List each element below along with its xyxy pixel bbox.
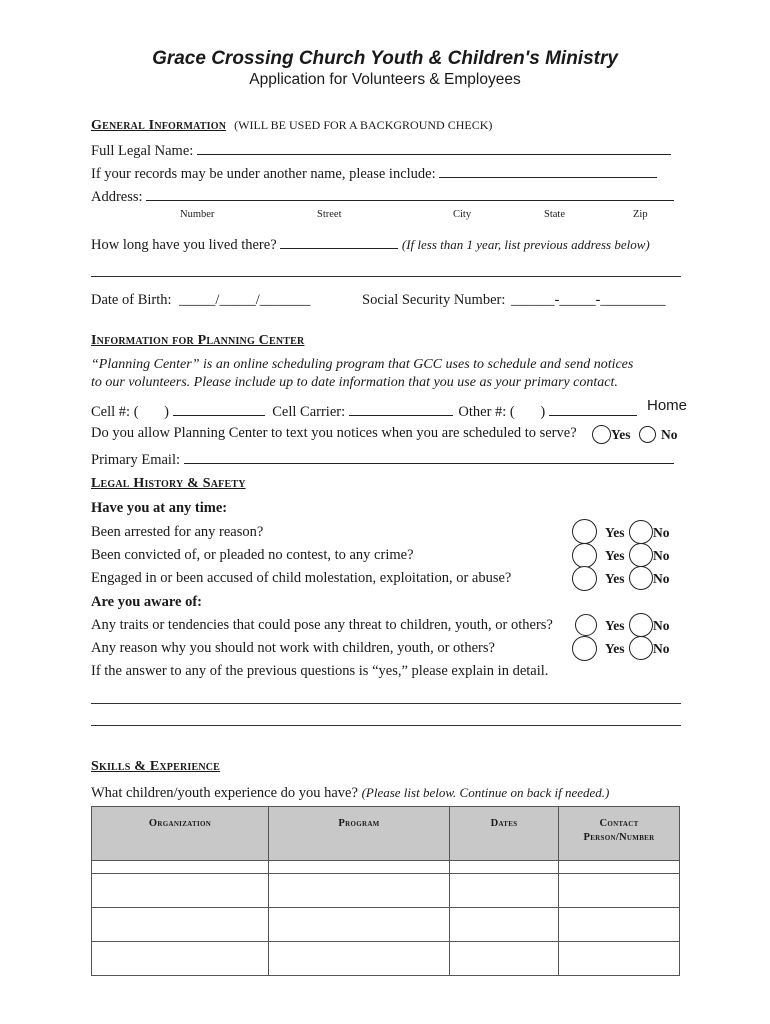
accused-yes-radio[interactable] <box>572 566 597 591</box>
home-text: Home <box>647 397 688 414</box>
address-label: Address: <box>91 189 143 205</box>
how-long-row <box>91 234 650 254</box>
convicted-yes-radio[interactable] <box>572 543 597 568</box>
table-cell[interactable] <box>269 908 450 942</box>
question-arrested: Been arrested for any reason? <box>91 524 264 540</box>
table-header-row <box>92 807 680 861</box>
table-cell <box>269 861 450 874</box>
table-row <box>92 874 680 908</box>
other-number-label: Other #: ( <box>458 404 515 420</box>
traits-no-label: No <box>653 618 670 633</box>
explain-instruction: If the answer to any of the previous questions is “yes,” please explain in detail. <box>91 663 549 679</box>
table-cell <box>559 861 680 874</box>
question-reason: Any reason why you should not work with children, youth, or others? <box>91 640 495 656</box>
planning-desc-line1: “Planning Center” is an online scheduling program that GCC uses to schedule and send notices <box>91 357 634 372</box>
other-name-row <box>91 163 657 183</box>
carrier-field[interactable] <box>349 401 453 416</box>
table-cell[interactable] <box>450 942 559 976</box>
page-title: Grace Crossing Church Youth & Children's Ministry <box>152 48 618 69</box>
address-field[interactable] <box>146 186 674 201</box>
full-legal-name-row <box>91 140 671 160</box>
planning-desc-line2: to our volunteers. Please include up to date information that you use as your primary contact. <box>91 375 618 390</box>
general-heading-note: (WILL BE USED FOR A BACKGROUND CHECK) <box>234 118 493 132</box>
reason-yes-label: Yes <box>605 641 625 656</box>
cell-label: Cell #: ( <box>91 404 139 420</box>
table-spacer-row <box>92 861 680 874</box>
convicted-no-radio[interactable] <box>629 543 653 567</box>
arrested-yes-radio[interactable] <box>572 519 597 544</box>
col-contact-line1: Contact <box>599 818 639 829</box>
legal-heading: Legal History & Safety <box>91 476 246 491</box>
address-number-caption: Number <box>180 209 215 220</box>
reason-no-radio[interactable] <box>629 636 653 660</box>
aware-label: Are you aware of: <box>91 594 203 610</box>
experience-table <box>91 806 680 976</box>
table-cell[interactable] <box>92 942 269 976</box>
how-long-field[interactable] <box>280 234 398 249</box>
skills-heading: Skills & Experience <box>91 759 221 774</box>
phone-row <box>91 401 637 421</box>
ssn-row <box>362 292 666 309</box>
text-yes-label: Yes <box>611 427 631 442</box>
reason-no-label: No <box>653 641 670 656</box>
col-dates: Dates <box>450 807 559 861</box>
address-state-caption: State <box>544 209 565 220</box>
have-you-label: Have you at any time: <box>91 500 228 516</box>
table-cell[interactable] <box>450 908 559 942</box>
traits-no-radio[interactable] <box>629 613 653 637</box>
cell-number-field[interactable] <box>173 401 265 416</box>
other-paren: ) <box>540 404 546 420</box>
how-long-note: (If less than 1 year, list previous address below) <box>401 237 650 252</box>
text-no-radio[interactable] <box>639 426 656 443</box>
question-convicted: Been convicted of, or pleaded no contest, to any crime? <box>91 547 414 563</box>
explain-line-2[interactable] <box>91 725 681 726</box>
page-subtitle: Application for Volunteers & Employees <box>249 71 521 88</box>
planning-heading: Information for Planning Center <box>91 333 305 348</box>
col-program: Program <box>269 807 450 861</box>
general-heading: General Information <box>91 118 227 133</box>
table-cell <box>92 861 269 874</box>
email-row <box>91 449 674 469</box>
experience-question: What children/youth experience do you have? <box>91 785 358 801</box>
experience-question-row <box>91 785 609 802</box>
question-traits: Any traits or tendencies that could pose any threat to children, youth, or others? <box>91 617 553 633</box>
traits-yes-radio[interactable] <box>575 614 597 636</box>
table-cell[interactable] <box>92 908 269 942</box>
table-row <box>92 908 680 942</box>
col-contact <box>559 807 680 861</box>
reason-yes-radio[interactable] <box>572 636 597 661</box>
full-legal-name-field[interactable] <box>197 140 671 155</box>
table-cell[interactable] <box>269 874 450 908</box>
table-cell[interactable] <box>92 874 269 908</box>
accused-no-radio[interactable] <box>629 566 653 590</box>
text-question: Do you allow Planning Center to text you notices when you are scheduled to serve? <box>91 425 577 441</box>
dob-label: Date of Birth: <box>91 292 172 308</box>
traits-yes-label: Yes <box>605 618 625 633</box>
other-name-label: If your records may be under another name, please include: <box>91 166 436 182</box>
accused-yes-label: Yes <box>605 571 625 586</box>
table-cell[interactable] <box>559 908 680 942</box>
explain-line-1[interactable] <box>91 703 681 704</box>
dob-field[interactable]: _____/_____/_______ <box>179 292 311 308</box>
how-long-label: How long have you lived there? <box>91 237 277 253</box>
dob-row <box>91 292 310 309</box>
other-name-field[interactable] <box>439 163 657 178</box>
table-cell[interactable] <box>559 874 680 908</box>
address-row <box>91 186 674 206</box>
carrier-label: Cell Carrier: <box>272 404 346 420</box>
text-no-label: No <box>661 427 678 442</box>
convicted-yes-label: Yes <box>605 548 625 563</box>
ssn-field[interactable]: ______-_____-_________ <box>510 292 666 308</box>
table-row <box>92 942 680 976</box>
arrested-no-label: No <box>653 525 670 540</box>
full-legal-name-label: Full Legal Name: <box>91 143 194 159</box>
col-organization: Organization <box>92 807 269 861</box>
table-cell <box>450 861 559 874</box>
arrested-no-radio[interactable] <box>629 520 653 544</box>
general-section-header <box>91 116 492 134</box>
previous-address-line[interactable] <box>91 276 681 277</box>
email-label: Primary Email: <box>91 452 180 468</box>
convicted-no-label: No <box>653 548 670 563</box>
email-field[interactable] <box>184 449 674 464</box>
address-city-caption: City <box>453 209 472 220</box>
accused-no-label: No <box>653 571 670 586</box>
address-street-caption: Street <box>317 209 342 220</box>
other-number-field[interactable] <box>549 401 637 416</box>
ssn-label: Social Security Number: <box>362 292 506 308</box>
address-zip-caption: Zip <box>633 209 648 220</box>
table-cell[interactable] <box>269 942 450 976</box>
col-contact-line2: Person/Number <box>583 832 655 843</box>
table-cell[interactable] <box>450 874 559 908</box>
question-accused: Engaged in or been accused of child molestation, exploitation, or abuse? <box>91 570 512 586</box>
cell-paren: ) <box>164 404 169 420</box>
arrested-yes-label: Yes <box>605 525 625 540</box>
text-yes-radio[interactable] <box>592 425 611 444</box>
experience-question-note: (Please list below. Continue on back if needed.) <box>361 785 610 800</box>
table-cell[interactable] <box>559 942 680 976</box>
